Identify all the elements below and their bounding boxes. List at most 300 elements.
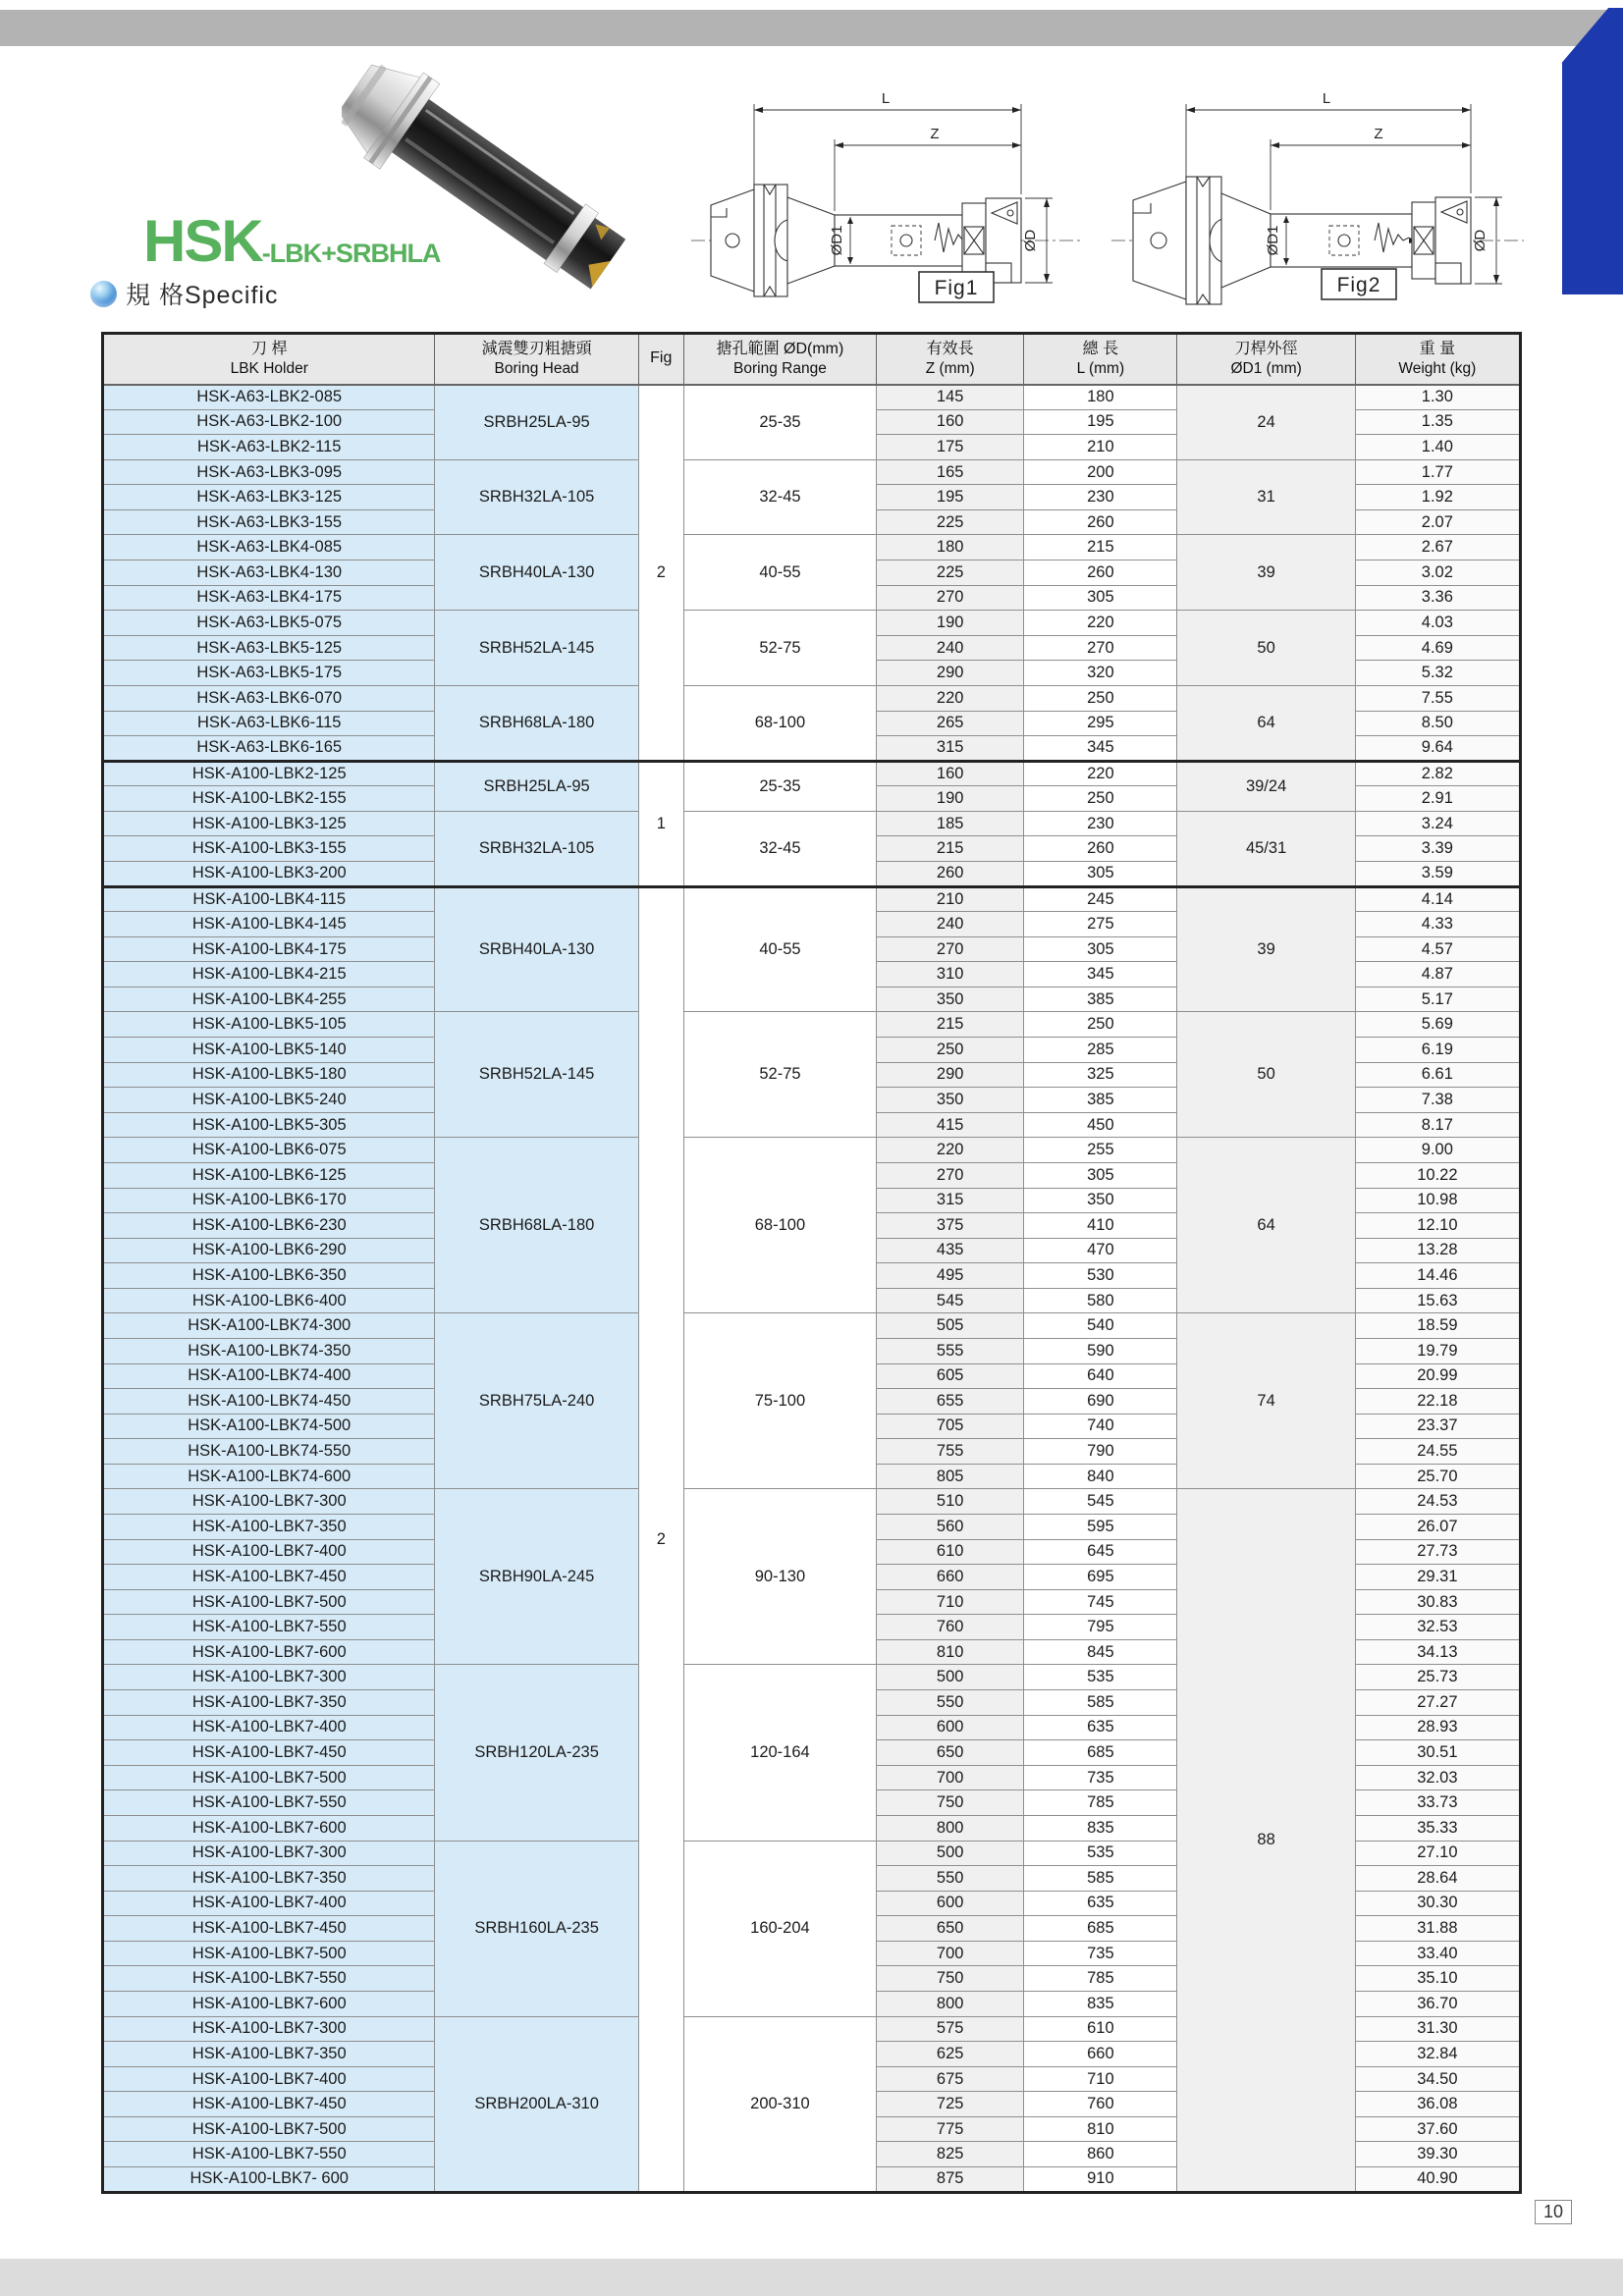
- cell-weight: 15.63: [1355, 1288, 1520, 1313]
- cell-lbk-holder: HSK-A100-LBK74-600: [103, 1464, 435, 1489]
- table-row: [103, 459, 1521, 485]
- fig1-hsk-taper: [711, 189, 754, 292]
- cell-boring-head: SRBH90LA-245: [435, 1489, 638, 1665]
- cell-z-length: 700: [877, 1765, 1024, 1790]
- cell-lbk-holder: HSK-A100-LBK6-290: [103, 1238, 435, 1263]
- table-row: [103, 1012, 1521, 1038]
- cell-lbk-holder: HSK-A100-LBK7-300: [103, 1665, 435, 1690]
- cell-lbk-holder: HSK-A100-LBK4-115: [103, 886, 435, 912]
- column-header-2: Fig: [638, 334, 683, 385]
- cell-lbk-holder: HSK-A100-LBK7-400: [103, 2066, 435, 2092]
- cell-d1-diameter: 45/31: [1177, 811, 1355, 886]
- cell-d1-diameter: 64: [1177, 1138, 1355, 1313]
- cell-z-length: 650: [877, 1740, 1024, 1766]
- cell-z-length: 210: [877, 886, 1024, 912]
- cell-l-length: 735: [1024, 1765, 1177, 1790]
- cell-lbk-holder: HSK-A100-LBK7-350: [103, 1515, 435, 1540]
- cell-z-length: 350: [877, 987, 1024, 1012]
- cell-l-length: 250: [1024, 786, 1177, 812]
- cell-l-length: 710: [1024, 2066, 1177, 2092]
- fig2-dim-D1-label: ØD1: [1265, 225, 1281, 256]
- cell-l-length: 180: [1024, 385, 1177, 410]
- cell-l-length: 260: [1024, 561, 1177, 586]
- cell-lbk-holder: HSK-A100-LBK5-180: [103, 1062, 435, 1088]
- fig1-drawing: [687, 79, 1090, 314]
- cell-z-length: 195: [877, 485, 1024, 510]
- cell-weight: 6.61: [1355, 1062, 1520, 1088]
- cell-weight: 12.10: [1355, 1213, 1520, 1239]
- cell-l-length: 230: [1024, 811, 1177, 836]
- cell-l-length: 535: [1024, 1841, 1177, 1866]
- cell-weight: 6.19: [1355, 1038, 1520, 1063]
- cell-z-length: 160: [877, 761, 1024, 786]
- logo-main-text: HSK: [143, 208, 262, 274]
- cell-boring-range: 40-55: [683, 886, 876, 1012]
- cell-z-length: 220: [877, 1138, 1024, 1163]
- bottom-gray-band: [0, 2259, 1623, 2296]
- column-header-5: 總 長 L (mm): [1024, 334, 1177, 385]
- cell-weight: 25.73: [1355, 1665, 1520, 1690]
- cell-weight: 3.24: [1355, 811, 1520, 836]
- cell-l-length: 745: [1024, 1589, 1177, 1615]
- cell-lbk-holder: HSK-A100-LBK6-075: [103, 1138, 435, 1163]
- cell-boring-range: 52-75: [683, 1012, 876, 1138]
- cell-lbk-holder: HSK-A100-LBK3-155: [103, 836, 435, 862]
- cell-lbk-holder: HSK-A100-LBK7-500: [103, 1941, 435, 1966]
- cell-l-length: 305: [1024, 1162, 1177, 1188]
- cell-lbk-holder: HSK-A100-LBK6-350: [103, 1263, 435, 1289]
- cell-weight: 14.46: [1355, 1263, 1520, 1289]
- svg-text:ØD: ØD: [1022, 229, 1039, 252]
- cell-l-length: 320: [1024, 661, 1177, 686]
- cell-z-length: 875: [877, 2167, 1024, 2193]
- cell-lbk-holder: HSK-A100-LBK7-450: [103, 2092, 435, 2117]
- cell-weight: 31.88: [1355, 1916, 1520, 1942]
- cell-lbk-holder: HSK-A63-LBK6-070: [103, 685, 435, 711]
- cell-l-length: 530: [1024, 1263, 1177, 1289]
- cell-weight: 24.55: [1355, 1439, 1520, 1465]
- cell-lbk-holder: HSK-A100-LBK2-155: [103, 786, 435, 812]
- cell-lbk-holder: HSK-A100-LBK74-350: [103, 1338, 435, 1363]
- cell-l-length: 635: [1024, 1715, 1177, 1740]
- cell-l-length: 325: [1024, 1062, 1177, 1088]
- cell-l-length: 285: [1024, 1038, 1177, 1063]
- product-photo: [342, 45, 685, 325]
- cell-lbk-holder: HSK-A63-LBK5-125: [103, 635, 435, 661]
- cell-weight: 1.30: [1355, 385, 1520, 410]
- section-label-text: 規 格Specific: [126, 282, 279, 309]
- cell-weight: 8.50: [1355, 711, 1520, 736]
- cell-boring-range: 90-130: [683, 1489, 876, 1665]
- cell-fig: 2: [638, 886, 683, 2192]
- cell-lbk-holder: HSK-A100-LBK7-500: [103, 1589, 435, 1615]
- cell-l-length: 785: [1024, 1790, 1177, 1816]
- cell-z-length: 500: [877, 1665, 1024, 1690]
- cell-z-length: 510: [877, 1489, 1024, 1515]
- cell-weight: 4.87: [1355, 962, 1520, 988]
- top-gray-band: [0, 10, 1623, 46]
- cell-z-length: 375: [877, 1213, 1024, 1239]
- cell-l-length: 685: [1024, 1916, 1177, 1942]
- cell-z-length: 220: [877, 685, 1024, 711]
- cell-weight: 5.69: [1355, 1012, 1520, 1038]
- cell-boring-head: SRBH52LA-145: [435, 611, 638, 686]
- cell-weight: 26.07: [1355, 1515, 1520, 1540]
- cell-weight: 13.28: [1355, 1238, 1520, 1263]
- cell-l-length: 860: [1024, 2142, 1177, 2167]
- cell-z-length: 675: [877, 2066, 1024, 2092]
- fig2-hsk-taper: [1133, 182, 1186, 299]
- cell-l-length: 660: [1024, 2042, 1177, 2067]
- cell-z-length: 705: [877, 1414, 1024, 1439]
- cell-z-length: 270: [877, 1162, 1024, 1188]
- cell-l-length: 215: [1024, 535, 1177, 561]
- cell-weight: 8.17: [1355, 1112, 1520, 1138]
- svg-text:Z: Z: [930, 126, 940, 142]
- cell-z-length: 350: [877, 1088, 1024, 1113]
- cell-lbk-holder: HSK-A100-LBK7-300: [103, 2016, 435, 2042]
- cell-d1-diameter: 88: [1177, 1489, 1355, 2192]
- cell-z-length: 180: [877, 535, 1024, 561]
- cell-weight: 4.69: [1355, 635, 1520, 661]
- cell-weight: 2.82: [1355, 761, 1520, 786]
- cell-weight: 28.93: [1355, 1715, 1520, 1740]
- cell-lbk-holder: HSK-A100-LBK7-550: [103, 2142, 435, 2167]
- cell-weight: 30.30: [1355, 1891, 1520, 1916]
- cell-lbk-holder: HSK-A100-LBK7-450: [103, 1565, 435, 1590]
- fig2-label-box: [1322, 269, 1396, 299]
- cell-weight: 30.51: [1355, 1740, 1520, 1766]
- cell-l-length: 540: [1024, 1313, 1177, 1339]
- cell-z-length: 710: [877, 1589, 1024, 1615]
- fig2-dim-L: [1186, 90, 1471, 193]
- cell-lbk-holder: HSK-A100-LBK7-600: [103, 1639, 435, 1665]
- fig1-dim-L: [754, 90, 1021, 194]
- cell-l-length: 260: [1024, 509, 1177, 535]
- svg-text:L: L: [881, 90, 891, 107]
- cell-boring-head: SRBH200LA-310: [435, 2016, 638, 2192]
- column-header-0: 刀 桿 LBK Holder: [103, 334, 435, 385]
- cell-weight: 2.67: [1355, 535, 1520, 561]
- table-row: [103, 1489, 1521, 1515]
- fig1-dim-D1-label: ØD1: [829, 225, 845, 256]
- cell-lbk-holder: HSK-A63-LBK3-095: [103, 459, 435, 485]
- cell-l-length: 845: [1024, 1639, 1177, 1665]
- cell-z-length: 775: [877, 2116, 1024, 2142]
- cell-lbk-holder: HSK-A100-LBK4-215: [103, 962, 435, 988]
- cell-weight: 25.70: [1355, 1464, 1520, 1489]
- cell-weight: 9.00: [1355, 1138, 1520, 1163]
- cell-l-length: 220: [1024, 761, 1177, 786]
- svg-text:ØD: ØD: [1472, 229, 1488, 252]
- cell-boring-range: 68-100: [683, 685, 876, 761]
- cell-lbk-holder: HSK-A100-LBK7-400: [103, 1539, 435, 1565]
- cell-z-length: 660: [877, 1565, 1024, 1590]
- cell-l-length: 345: [1024, 736, 1177, 762]
- cell-z-length: 560: [877, 1515, 1024, 1540]
- cell-l-length: 585: [1024, 1690, 1177, 1716]
- cell-weight: 22.18: [1355, 1389, 1520, 1415]
- column-header-7: 重 量 Weight (kg): [1355, 334, 1520, 385]
- cell-weight: 27.27: [1355, 1690, 1520, 1716]
- cell-weight: 35.33: [1355, 1815, 1520, 1841]
- cell-z-length: 240: [877, 635, 1024, 661]
- cell-l-length: 200: [1024, 459, 1177, 485]
- cell-weight: 3.59: [1355, 861, 1520, 886]
- cell-weight: 1.92: [1355, 485, 1520, 510]
- cell-boring-head: SRBH68LA-180: [435, 1138, 638, 1313]
- cell-l-length: 535: [1024, 1665, 1177, 1690]
- cell-l-length: 590: [1024, 1338, 1177, 1363]
- cell-l-length: 230: [1024, 485, 1177, 510]
- cell-z-length: 500: [877, 1841, 1024, 1866]
- cell-z-length: 625: [877, 2042, 1024, 2067]
- cell-z-length: 545: [877, 1288, 1024, 1313]
- cell-z-length: 315: [877, 1188, 1024, 1213]
- cell-z-length: 260: [877, 861, 1024, 886]
- cell-l-length: 245: [1024, 886, 1177, 912]
- cell-l-length: 195: [1024, 409, 1177, 435]
- cell-z-length: 290: [877, 1062, 1024, 1088]
- cell-l-length: 410: [1024, 1213, 1177, 1239]
- cell-boring-range: 25-35: [683, 385, 876, 460]
- cell-l-length: 250: [1024, 685, 1177, 711]
- cell-weight: 5.32: [1355, 661, 1520, 686]
- cell-l-length: 385: [1024, 987, 1177, 1012]
- cell-z-length: 435: [877, 1238, 1024, 1263]
- cell-l-length: 795: [1024, 1615, 1177, 1640]
- cell-weight: 10.22: [1355, 1162, 1520, 1188]
- cell-weight: 19.79: [1355, 1338, 1520, 1363]
- cell-lbk-holder: HSK-A100-LBK2-125: [103, 761, 435, 786]
- cell-lbk-holder: HSK-A63-LBK2-115: [103, 435, 435, 460]
- fig1-label-box: [919, 272, 994, 302]
- cell-z-length: 600: [877, 1715, 1024, 1740]
- cell-weight: 32.84: [1355, 2042, 1520, 2067]
- cell-lbk-holder: HSK-A63-LBK4-085: [103, 535, 435, 561]
- table-row: [103, 685, 1521, 711]
- cell-boring-head: SRBH25LA-95: [435, 385, 638, 460]
- cell-z-length: 190: [877, 611, 1024, 636]
- cell-lbk-holder: HSK-A100-LBK74-300: [103, 1313, 435, 1339]
- cell-weight: 40.90: [1355, 2167, 1520, 2193]
- cell-lbk-holder: HSK-A63-LBK5-175: [103, 661, 435, 686]
- cell-d1-diameter: 31: [1177, 459, 1355, 535]
- cell-z-length: 215: [877, 836, 1024, 862]
- table-row: [103, 535, 1521, 561]
- table-row: [103, 1313, 1521, 1339]
- cell-l-length: 250: [1024, 1012, 1177, 1038]
- cell-z-length: 190: [877, 786, 1024, 812]
- cell-l-length: 910: [1024, 2167, 1177, 2193]
- cell-lbk-holder: HSK-A100-LBK3-125: [103, 811, 435, 836]
- cell-weight: 3.36: [1355, 585, 1520, 611]
- cell-boring-head: SRBH120LA-235: [435, 1665, 638, 1841]
- cell-weight: 3.02: [1355, 561, 1520, 586]
- cell-lbk-holder: HSK-A100-LBK7-500: [103, 1765, 435, 1790]
- cell-z-length: 750: [877, 1790, 1024, 1816]
- cell-d1-diameter: 50: [1177, 1012, 1355, 1138]
- cell-lbk-holder: HSK-A100-LBK5-105: [103, 1012, 435, 1038]
- cell-z-length: 550: [877, 1866, 1024, 1892]
- cell-z-length: 240: [877, 912, 1024, 937]
- cell-l-length: 740: [1024, 1414, 1177, 1439]
- cell-boring-head: SRBH68LA-180: [435, 685, 638, 761]
- table-row: [103, 761, 1521, 786]
- cell-lbk-holder: HSK-A100-LBK6-230: [103, 1213, 435, 1239]
- cell-lbk-holder: HSK-A100-LBK7-350: [103, 2042, 435, 2067]
- svg-text:Z: Z: [1374, 126, 1383, 142]
- column-header-4: 有效長 Z (mm): [877, 334, 1024, 385]
- cell-l-length: 350: [1024, 1188, 1177, 1213]
- cell-lbk-holder: HSK-A63-LBK6-115: [103, 711, 435, 736]
- cell-z-length: 215: [877, 1012, 1024, 1038]
- cell-lbk-holder: HSK-A63-LBK2-085: [103, 385, 435, 410]
- cell-l-length: 450: [1024, 1112, 1177, 1138]
- cell-weight: 2.91: [1355, 786, 1520, 812]
- cell-lbk-holder: HSK-A100-LBK74-400: [103, 1363, 435, 1389]
- cell-weight: 4.14: [1355, 886, 1520, 912]
- table-row: [103, 811, 1521, 836]
- cell-boring-head: SRBH32LA-105: [435, 459, 638, 535]
- cell-weight: 1.35: [1355, 409, 1520, 435]
- cell-l-length: 640: [1024, 1363, 1177, 1389]
- cell-fig: 2: [638, 385, 683, 762]
- cell-lbk-holder: HSK-A63-LBK4-175: [103, 585, 435, 611]
- table-row: [103, 385, 1521, 410]
- spec-table-body: [103, 385, 1521, 2193]
- cell-lbk-holder: HSK-A63-LBK4-130: [103, 561, 435, 586]
- cell-z-length: 250: [877, 1038, 1024, 1063]
- cell-weight: 4.03: [1355, 611, 1520, 636]
- cell-l-length: 270: [1024, 635, 1177, 661]
- cell-z-length: 290: [877, 661, 1024, 686]
- svg-text:Fig1: Fig1: [934, 277, 979, 299]
- cell-weight: 31.30: [1355, 2016, 1520, 2042]
- cell-weight: 9.64: [1355, 736, 1520, 762]
- cell-lbk-holder: HSK-A100-LBK5-305: [103, 1112, 435, 1138]
- cell-lbk-holder: HSK-A100-LBK74-550: [103, 1439, 435, 1465]
- cell-weight: 27.10: [1355, 1841, 1520, 1866]
- cell-boring-range: 40-55: [683, 535, 876, 611]
- cell-l-length: 735: [1024, 1941, 1177, 1966]
- cell-weight: 7.55: [1355, 685, 1520, 711]
- cell-l-length: 695: [1024, 1565, 1177, 1590]
- cell-boring-head: SRBH52LA-145: [435, 1012, 638, 1138]
- cell-l-length: 835: [1024, 1992, 1177, 2017]
- cell-weight: 27.73: [1355, 1539, 1520, 1565]
- cell-weight: 10.98: [1355, 1188, 1520, 1213]
- cell-boring-range: 75-100: [683, 1313, 876, 1489]
- cell-z-length: 550: [877, 1690, 1024, 1716]
- cell-lbk-holder: HSK-A63-LBK3-125: [103, 485, 435, 510]
- svg-text:Fig2: Fig2: [1336, 274, 1381, 296]
- cell-lbk-holder: HSK-A63-LBK3-155: [103, 509, 435, 535]
- cell-lbk-holder: HSK-A100-LBK7-300: [103, 1489, 435, 1515]
- cell-boring-head: SRBH75LA-240: [435, 1313, 638, 1489]
- cell-z-length: 610: [877, 1539, 1024, 1565]
- cell-l-length: 690: [1024, 1389, 1177, 1415]
- fig2-boring-head: [1412, 197, 1471, 284]
- cell-z-length: 175: [877, 435, 1024, 460]
- cell-weight: 29.31: [1355, 1565, 1520, 1590]
- cell-lbk-holder: HSK-A100-LBK4-145: [103, 912, 435, 937]
- cell-z-length: 265: [877, 711, 1024, 736]
- cell-z-length: 725: [877, 2092, 1024, 2117]
- cell-lbk-holder: HSK-A100-LBK7-550: [103, 1615, 435, 1640]
- cell-weight: 32.03: [1355, 1765, 1520, 1790]
- cell-weight: 23.37: [1355, 1414, 1520, 1439]
- fig1-boring-head: [962, 198, 1021, 283]
- cell-fig: 1: [638, 761, 683, 886]
- cell-d1-diameter: 39: [1177, 535, 1355, 611]
- cell-l-length: 790: [1024, 1439, 1177, 1465]
- cell-boring-head: SRBH160LA-235: [435, 1841, 638, 2016]
- cell-boring-range: 68-100: [683, 1138, 876, 1313]
- cell-z-length: 825: [877, 2142, 1024, 2167]
- cell-weight: 24.53: [1355, 1489, 1520, 1515]
- cell-l-length: 210: [1024, 435, 1177, 460]
- spec-table: [101, 332, 1522, 2194]
- cell-lbk-holder: HSK-A100-LBK7-450: [103, 1740, 435, 1766]
- cell-z-length: 655: [877, 1389, 1024, 1415]
- cell-lbk-holder: HSK-A100-LBK5-140: [103, 1038, 435, 1063]
- cell-l-length: 610: [1024, 2016, 1177, 2042]
- cell-z-length: 505: [877, 1313, 1024, 1339]
- cell-z-length: 700: [877, 1941, 1024, 1966]
- svg-text:L: L: [1322, 90, 1331, 107]
- cell-l-length: 255: [1024, 1138, 1177, 1163]
- cell-z-length: 225: [877, 509, 1024, 535]
- cell-z-length: 600: [877, 1891, 1024, 1916]
- cell-l-length: 305: [1024, 585, 1177, 611]
- cell-weight: 36.08: [1355, 2092, 1520, 2117]
- cell-z-length: 800: [877, 1815, 1024, 1841]
- cell-boring-range: 25-35: [683, 761, 876, 811]
- cell-weight: 33.73: [1355, 1790, 1520, 1816]
- cell-lbk-holder: HSK-A100-LBK74-500: [103, 1414, 435, 1439]
- column-header-3: 搪孔範圍 ØD(mm) Boring Range: [683, 334, 876, 385]
- cell-weight: 33.40: [1355, 1941, 1520, 1966]
- column-header-1: 減震雙刃粗搪頭 Boring Head: [435, 334, 638, 385]
- cell-lbk-holder: HSK-A100-LBK7-550: [103, 1966, 435, 1992]
- cell-boring-range: 120-164: [683, 1665, 876, 1841]
- cell-lbk-holder: HSK-A100-LBK6-125: [103, 1162, 435, 1188]
- cell-z-length: 495: [877, 1263, 1024, 1289]
- cell-z-length: 310: [877, 962, 1024, 988]
- table-row: [103, 886, 1521, 912]
- cell-z-length: 160: [877, 409, 1024, 435]
- cell-lbk-holder: HSK-A100-LBK7-600: [103, 1992, 435, 2017]
- cell-weight: 28.64: [1355, 1866, 1520, 1892]
- cell-l-length: 645: [1024, 1539, 1177, 1565]
- cell-weight: 5.17: [1355, 987, 1520, 1012]
- cell-lbk-holder: HSK-A100-LBK6-170: [103, 1188, 435, 1213]
- cell-d1-diameter: 39: [1177, 886, 1355, 1012]
- cell-weight: 32.53: [1355, 1615, 1520, 1640]
- cell-l-length: 545: [1024, 1489, 1177, 1515]
- cell-l-length: 685: [1024, 1740, 1177, 1766]
- cell-boring-head: SRBH40LA-130: [435, 886, 638, 1012]
- cell-d1-diameter: 74: [1177, 1313, 1355, 1489]
- cell-lbk-holder: HSK-A100-LBK4-175: [103, 936, 435, 962]
- cell-z-length: 755: [877, 1439, 1024, 1465]
- cell-lbk-holder: HSK-A100-LBK7-350: [103, 1690, 435, 1716]
- cell-l-length: 470: [1024, 1238, 1177, 1263]
- cell-boring-head: SRBH40LA-130: [435, 535, 638, 611]
- cell-boring-range: 32-45: [683, 459, 876, 535]
- corner-blue-ribbon: [1562, 8, 1623, 294]
